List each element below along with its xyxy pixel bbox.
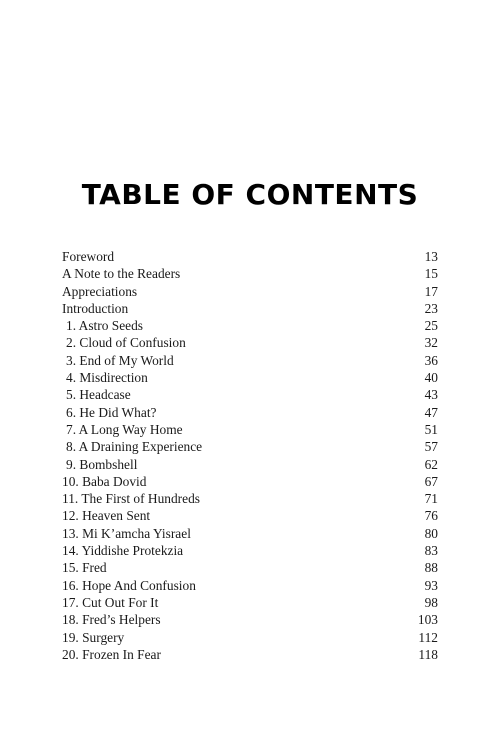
toc-entry (62, 594, 438, 611)
toc-entry-title: Foreword (62, 249, 115, 264)
toc-entry-title: A Note to the Readers (62, 266, 181, 282)
toc-entry-title: 19. Surgery (62, 629, 125, 645)
toc-entry-page: 76 (424, 508, 438, 524)
toc-entry (62, 473, 438, 490)
toc-entry-title: 6. He Did What? (66, 404, 157, 420)
toc-entry-page: 13 (424, 249, 438, 264)
toc-entry (62, 300, 438, 317)
toc-entry-page: 118 (418, 646, 438, 662)
toc-entry-title: Appreciations (62, 283, 138, 299)
toc-entry (62, 334, 438, 351)
toc-entry (62, 456, 438, 473)
toc-entry-page: 51 (424, 421, 438, 437)
toc-entry (62, 352, 438, 369)
toc-entry (62, 525, 438, 542)
toc-entry-page: 71 (424, 491, 438, 507)
toc-entry (62, 559, 438, 576)
toc-entry-page: 47 (424, 404, 438, 420)
toc-entry (62, 646, 438, 663)
toc-entry-page: 32 (424, 335, 438, 351)
toc-entry-page: 62 (424, 456, 438, 472)
toc-entry-title: 2. Cloud of Confusion (66, 335, 186, 351)
toc-entry (62, 421, 438, 438)
toc-entry-page: 40 (424, 370, 438, 386)
toc-entry (62, 404, 438, 421)
toc-entry-title: 9. Bombshell (66, 456, 138, 472)
toc-entry (62, 542, 438, 559)
toc-entry-title: 3. End of My World (66, 352, 174, 368)
toc-entry (62, 369, 438, 386)
toc-entry (62, 386, 438, 403)
toc-entry-page: 25 (424, 318, 438, 334)
toc-entry-title: 15. Fred (62, 560, 107, 576)
toc-entry-title: Introduction (62, 300, 129, 316)
toc-entry-title: 13. Mi K’amcha Yisrael (62, 525, 191, 541)
toc-entry-page: 57 (424, 439, 438, 455)
toc-entry-title: 18. Fred’s Helpers (62, 612, 161, 628)
toc-entry-page: 43 (424, 387, 438, 403)
toc-entry-title: 12. Heaven Sent (62, 508, 151, 524)
toc-entry (62, 507, 438, 524)
toc-list (62, 248, 438, 663)
toc-entry-page: 88 (424, 560, 438, 576)
toc-entry-page: 83 (424, 543, 438, 559)
toc-entry (62, 629, 438, 646)
toc-entry (62, 265, 438, 282)
toc-entry-page: 67 (424, 473, 438, 489)
toc-entry-page: 93 (424, 577, 438, 593)
toc-entry-title: 4. Misdirection (66, 370, 148, 386)
toc-entry-page: 17 (424, 283, 438, 299)
page-title: TABLE OF CONTENTS (81, 178, 419, 211)
toc-entry (62, 577, 438, 594)
toc-entry-title: 11. The First of Hundreds (62, 491, 200, 507)
toc-entry (62, 490, 438, 507)
toc-entry-page: 80 (424, 525, 438, 541)
toc-entry-page: 36 (424, 352, 438, 368)
toc-entry-page: 103 (417, 612, 438, 628)
toc-entry (62, 248, 438, 265)
toc-entry-title: 7. A Long Way Home (66, 421, 183, 437)
toc-entry-title: 8. A Draining Experience (66, 439, 203, 455)
toc-entry-title: 10. Baba Dovid (62, 473, 147, 489)
toc-entry (62, 438, 438, 455)
toc-entry (62, 611, 438, 628)
toc-entry-title: 1. Astro Seeds (66, 318, 143, 334)
toc-entry-title: 17. Cut Out For It (62, 594, 159, 610)
toc-entry (62, 283, 438, 300)
toc-entry-title: 20. Frozen In Fear (62, 646, 161, 662)
toc-entry-page: 98 (424, 594, 438, 610)
toc-entry-title: 16. Hope And Confusion (62, 577, 196, 593)
toc-entry-title: 14. Yiddishe Protekzia (62, 543, 184, 559)
toc-entry-page: 15 (424, 266, 438, 282)
toc-entry-title: 5. Headcase (66, 387, 131, 403)
toc-entry-page: 112 (418, 629, 438, 645)
toc-entry (62, 317, 438, 334)
toc-entry-page: 23 (424, 300, 438, 316)
